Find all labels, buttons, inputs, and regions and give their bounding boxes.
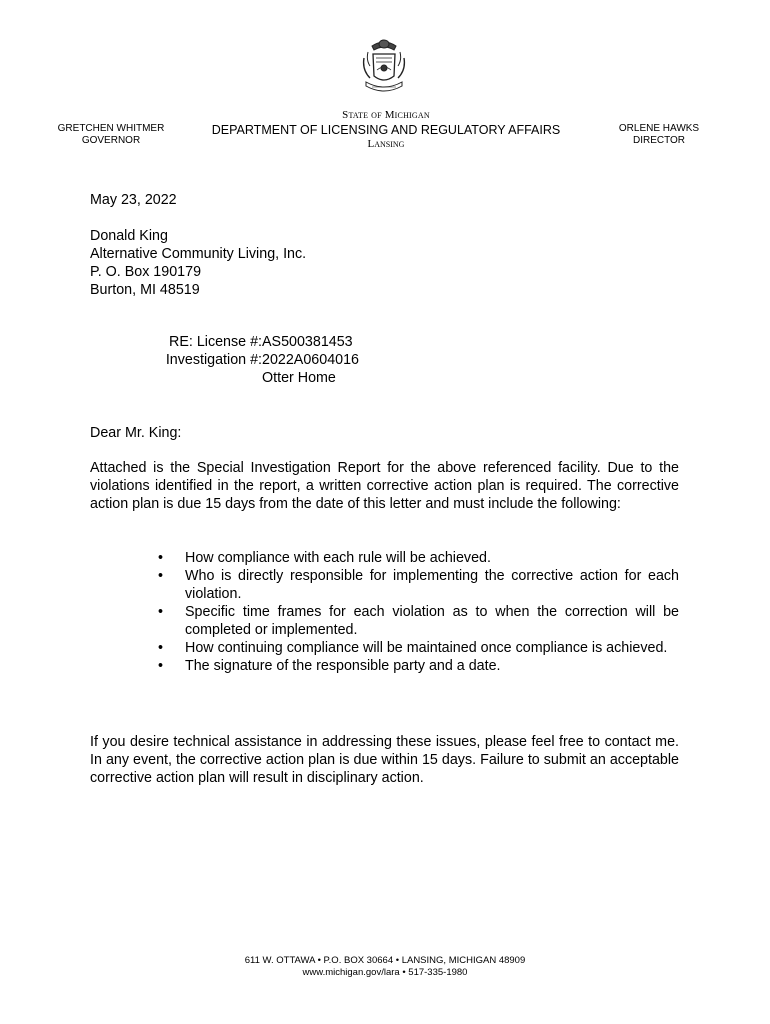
closing-paragraph: If you desire technical assistance in addressing these issues, please feel free to contact me. In any event, the corrective action plan is due within 15 days. Failure to submit an acceptable corrective action plan will result in disciplinary action.	[90, 734, 679, 786]
list-item: • The signature of the responsible party and a date.	[158, 658, 501, 674]
recipient-city: Burton, MI 48519	[90, 282, 200, 298]
bullet-icon: •	[158, 568, 164, 584]
list-item: • Who is directly responsible for implementing the corrective action for each violation.	[158, 568, 679, 602]
license-label: RE: License #:	[169, 334, 262, 350]
governor-block	[48, 123, 174, 147]
governor-title: GOVERNOR	[81, 135, 141, 146]
license-number: AS500381453	[262, 334, 353, 350]
bullet-icon: •	[158, 640, 164, 656]
bullet-icon: •	[158, 550, 164, 566]
recipient-name: Donald King	[90, 228, 168, 244]
letterhead-title	[195, 109, 577, 151]
bullet-icon: •	[158, 658, 164, 674]
department-name: DEPARTMENT OF LICENSING AND REGULATORY AFFAIRS	[211, 123, 561, 137]
letter-date: May 23, 2022	[90, 192, 177, 208]
director-block	[606, 123, 712, 147]
footer-address: 611 W. OTTAWA • P.O. BOX 30664 • LANSING, MICHIGAN 48909	[244, 955, 526, 966]
bullet-icon: •	[158, 604, 164, 620]
list-item: • How compliance with each rule will be achieved.	[158, 550, 491, 566]
list-item: • Specific time frames for each violation as to when the correction will be completed or implemented.	[158, 604, 679, 638]
state-line: State of Michigan	[342, 109, 430, 121]
facility-name: Otter Home	[262, 370, 336, 386]
reference-block	[90, 333, 420, 387]
governor-name: GRETCHEN WHITMER	[57, 123, 165, 134]
recipient-po-box: P. O. Box 190179	[90, 264, 202, 280]
requirements-list	[158, 549, 679, 675]
investigation-number: 2022A0604016	[262, 352, 359, 368]
michigan-seal-icon	[358, 38, 410, 98]
recipient-address	[90, 227, 306, 299]
intro-paragraph: Attached is the Special Investigation Report for the above referenced facility. Due to the violations identified in the report, a written corrective action plan is required. The corrective action plan is due 15 days from the date of this letter and must include the following:	[90, 460, 679, 512]
director-name: ORLENE HAWKS	[618, 123, 700, 134]
city-line: Lansing	[367, 138, 405, 150]
recipient-organization: Alternative Community Living, Inc.	[90, 246, 307, 262]
salutation: Dear Mr. King:	[90, 425, 182, 441]
footer-contact: www.michigan.gov/lara • 517-335-1980	[302, 967, 468, 978]
director-title: DIRECTOR	[632, 135, 686, 146]
investigation-label: Investigation #:	[165, 352, 262, 368]
list-item: • How continuing compliance will be maintained once compliance is achieved.	[158, 640, 668, 656]
